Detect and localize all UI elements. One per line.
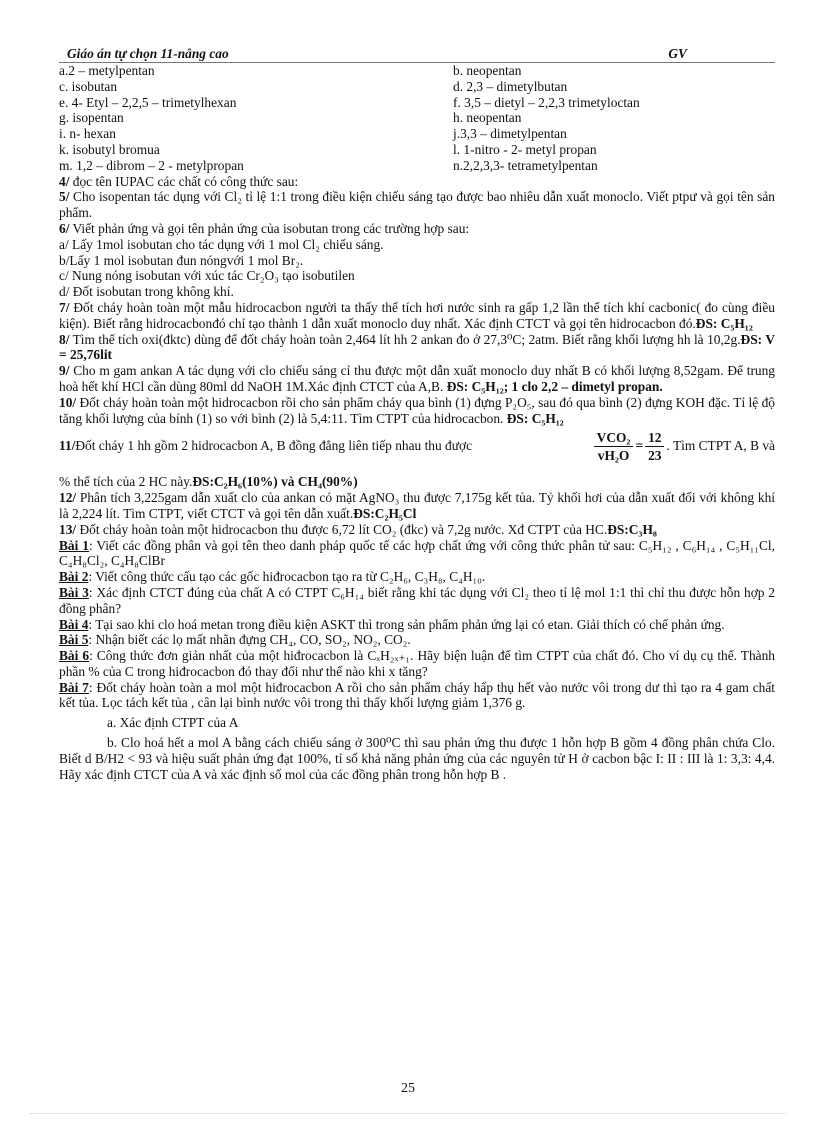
- answer: ĐS: C₅H₁₂: [695, 315, 753, 331]
- exercise-text: : Tại sao khi clo hoá metan trong điều kiện ASKT thì trong sản phẩm phản ứng lại có etan. Giải thích có chế phản ứng.: [88, 616, 725, 632]
- exercise-text: : Công thức đơn giản nhất của một hiđrocacbon là CₓH₂ₓ₊₁. Hãy biện luận để tìm CTPT của chất đó. Cho ví dụ cụ thể. Thành phần % của C trong hiđrocacbon đó thay đổi như thế nào khi x tăng?: [59, 648, 776, 679]
- exercise-label: Bài 1: [59, 537, 89, 553]
- list-item: a.2 – metylpentan: [59, 63, 155, 78]
- list-item: l. 1-nitro - 2- metyl propan: [453, 141, 597, 157]
- exercise-text: : Viết các đồng phân và gọi tên theo danh pháp quốc tế các hợp chất ứng với công thức phân tử sau: C₅H₁₂ , C₆H₁₄ , C₅H₁₁Cl, C₄H₈Cl₂, C₄H₈ClBr: [59, 537, 775, 569]
- question-text: Đốt cháy 1 hh gồm 2 hidrocacbon A, B đồng đẳng liên tiếp nhau thu được: [75, 438, 473, 454]
- list-item: j.3,3 – dimetylpentan: [453, 126, 567, 142]
- question-8: [59, 332, 775, 364]
- exercise-text: : Nhận biết các lọ mất nhãn đựng CH₄, CO, SO₂, NO₂, CO₂.: [88, 632, 411, 648]
- question-6-d: d/ Đốt isobutan trong không khí.: [59, 284, 234, 300]
- exercise-3: [59, 585, 775, 617]
- list-item: b. neopentan: [453, 63, 522, 78]
- exercise-6: [59, 648, 775, 680]
- list-item: h. neopentan: [453, 110, 522, 126]
- document-page: [59, 46, 775, 782]
- answer: ĐS:C₃H₈: [607, 521, 657, 537]
- list-item: i. n- hexan: [59, 126, 116, 142]
- exercise-4: [59, 617, 775, 633]
- question-number: 12/: [59, 490, 77, 506]
- question-text: Tìm thể tích oxi(đktc) dùng để đốt cháy hoàn toàn 2,464 lít hh 2 ankan đo ở 27,3⁰C; 2atm. Biết rằng khối lượng hh là 10,2g.: [69, 331, 741, 347]
- question-6-b: b/Lấy 1 mol isobutan đun nóngvới 1 mol Br₂.: [59, 252, 304, 268]
- volume-ratio-formula: [592, 429, 775, 464]
- question-text: Đốt cháy hoàn toàn một hidrocacbon thu được 6,72 lít CO₂ (đkc) và 7,2g nước. Xđ CTPT của HC.: [76, 521, 608, 537]
- question-text: % thể tích của 2 HC này.: [59, 474, 193, 490]
- question-number: 6/: [59, 220, 70, 236]
- exercise-label: Bài 6: [59, 648, 90, 664]
- question-6: [59, 221, 775, 237]
- question-text: Cho isopentan tác dụng với Cl₂ tỉ lệ 1:1 trong điều kiện chiếu sáng tạo được bao nhiêu dẫn xuất monoclo. Viết ptpư và gọi tên sản phẩm.: [59, 189, 775, 221]
- question-5: [59, 189, 775, 221]
- question-number: 9/: [59, 363, 70, 379]
- question-6-a: a/ Lấy 1mol isobutan cho tác dụng với 1 mol Cl₂ chiếu sáng.: [59, 236, 384, 252]
- question-text: đọc tên IUPAC các chất có công thức sau:: [69, 173, 299, 189]
- list-item: n.2,2,3,3- tetrametylpentan: [453, 157, 598, 173]
- fraction-value: [645, 429, 664, 464]
- exercise-5: [59, 632, 775, 648]
- question-6-c: c/ Nung nóng isobutan với xúc tác Cr₂O₃ tạo isobutilen: [59, 268, 355, 284]
- question-13: [59, 522, 775, 538]
- answer: ĐS: C₅H₁₂: [506, 410, 564, 426]
- answer: ĐS:C₂H₆(10%) và CH₄(90%): [192, 474, 358, 490]
- list-item: d. 2,3 – dimetylbutan: [453, 78, 568, 94]
- list-item: g. isopentan: [59, 110, 124, 126]
- footer-divider: [30, 1113, 786, 1114]
- question-text: Đốt cháy hoàn toàn một hidrocacbon rồi cho sản phẩm cháy qua bình (1) đựng P₂O₅, sau đó qua bình (2) đựng KOH đặc. Tỉ lệ độ tăng khối lượng của bính (1) so với bình (2) là 5,4:11. Tìm CTPT của hidrocacbon.: [59, 394, 775, 426]
- question-9: [59, 363, 775, 395]
- question-number: 7/: [59, 299, 70, 315]
- exercise-text: : Viết công thức cấu tạo các gốc hiđrocacbon tạo ra từ C₂H₆, C₃H₈, C₄H₁₀.: [88, 569, 486, 585]
- exercise-7-b: b. Clo hoá hết a mol A bằng cách chiếu sáng ở 300⁰C thì sau phản ứng thu được 1 hỗn hợp B gồm 4 đồng phân chứa Clo. Biết d B/H2 < 93 và hiệu suất phản ứng đạt 100%, tỉ số khả năng phản ứng của các nguyên tử H ở cacbon bậc I: II : III là 1: 3,3: 4,4. Hãy xác định CTCT của A và xác định số mol của các đồng phân trong hỗn hợp B .: [59, 735, 775, 782]
- exercise-2: [59, 569, 775, 585]
- exercise-label: Bài 7: [59, 679, 89, 695]
- question-text: Đốt cháy hoàn toàn một mẫu hidrocacbon người ta thấy thể tích hơi nước sinh ra gấp 1,2 lần thể tích khí cacbonic( đo cùng điều kiện). Biết rằng hidrocacbonđó chỉ tạo thành 1 dẫn xuất monoclo duy nhất. Xác định CTCT và gọi tên hidrocacbon đó.: [59, 299, 775, 331]
- answer: ĐS: V = 25,76lit: [59, 331, 775, 363]
- question-number: 10/: [59, 394, 77, 410]
- fraction-numerator: VCO₂: [594, 429, 634, 447]
- question-12: [59, 490, 775, 522]
- question-11: [59, 426, 775, 466]
- question-7: [59, 300, 775, 332]
- question-number: 11/: [59, 438, 76, 454]
- equals-sign: =: [635, 438, 644, 454]
- fraction-volume: [594, 429, 634, 464]
- header-title: Giáo án tự chọn 11-nâng cao: [67, 46, 229, 61]
- exercise-text: : Đốt cháy hoàn toàn a mol một hiđrocacbon A rồi cho sản phẩm cháy hấp thụ hết vào nước vôi trong dư thì tạo ra 4 gam chất kết tủa. Lọc tách kết tủa , cân lại bình nước vôi trong thì thấy khối lượng giảm 1,376 g.: [59, 679, 775, 711]
- fraction-numerator: 12: [645, 429, 664, 447]
- question-4: [59, 174, 775, 190]
- exercise-7-a: a. Xác định CTPT của A: [107, 715, 239, 731]
- answer: ĐS: C₅H₁₂; 1 clo 2,2 – dimetyl propan.: [446, 378, 663, 394]
- exercise-label: Bài 3: [59, 584, 89, 600]
- fraction-denominator: vH₂O: [597, 447, 630, 463]
- question-number: 4/: [59, 173, 70, 189]
- question-number: 5/: [59, 189, 70, 205]
- question-number: 8/: [59, 331, 70, 347]
- exercise-7: [59, 680, 775, 712]
- page-number: 25: [401, 1081, 415, 1096]
- list-item: m. 1,2 – dibrom – 2 - metylpropan: [59, 157, 244, 173]
- exercise-label: Bài 4: [59, 616, 89, 632]
- question-10: [59, 395, 775, 427]
- question-text: Viết phản ứng và gọi tên phản ứng của isobutan trong các trường hợp sau:: [69, 220, 470, 236]
- list-item: c. isobutan: [59, 78, 118, 94]
- header-author: GV: [668, 46, 687, 61]
- question-text: Phân tích 3,225gam dẫn xuất clo của ankan có mặt AgNO₃ thu được 7,175g kết tủa. Tỷ khối hơi của dẫn xuất đối với không khí là 2,224 lít. Tìm CTPT, viết CTCT và gọi tên dẫn xuất.: [59, 490, 775, 521]
- exercise-1: [59, 538, 775, 570]
- exercise-label: Bài 5: [59, 632, 89, 648]
- list-item: e. 4- Etyl – 2,2,5 – trimetylhexan: [59, 94, 237, 110]
- exercise-text: : Xác định CTCT đúng của chất A có CTPT C₆H₁₄ biết rằng khi tác dụng với Cl₂ theo tỉ lệ mol 1:1 thì chỉ thu được hỗn hợp 2 đồng phân?: [59, 584, 776, 616]
- question-text-after: . Tìm CTPT A, B và: [666, 438, 775, 454]
- page-header: [59, 46, 775, 63]
- fraction-denominator: 23: [648, 447, 662, 463]
- question-11-line-2: [59, 474, 775, 490]
- question-number: 13/: [59, 521, 77, 537]
- exercise-label: Bài 2: [59, 569, 89, 585]
- compound-name-list: [59, 63, 775, 174]
- list-item: f. 3,5 – dietyl – 2,2,3 trimetyloctan: [453, 94, 640, 110]
- question-text: Cho m gam ankan A tác dụng với clo chiếu sáng cỉ thu được một dẫn xuất monoclo duy nhất B có khối lượng 8,52gam. Để trung hoà hết khí HCl cần dùng 80ml dd NaOH 1M.Xác định CTCT của A,B.: [59, 363, 775, 394]
- answer: ĐS:C₂H₅Cl: [353, 505, 417, 521]
- list-item: k. isobutyl bromua: [59, 141, 160, 157]
